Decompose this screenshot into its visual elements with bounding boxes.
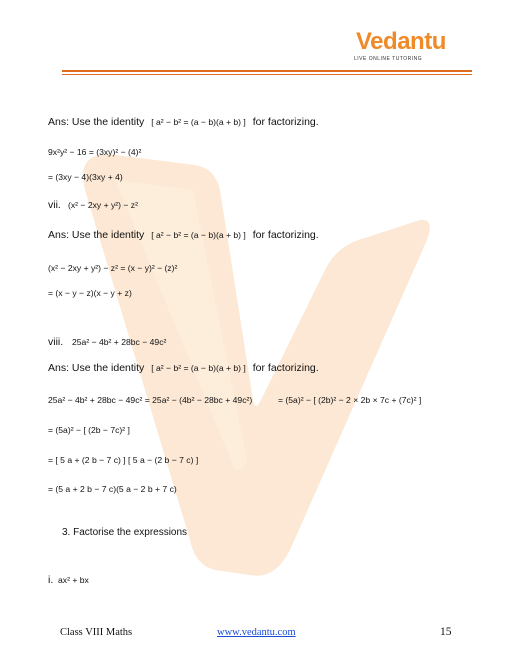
identity-formula: [ a² − b² = (a − b)(a + b) ] bbox=[151, 230, 246, 240]
question-label: viii. bbox=[48, 336, 64, 348]
equation-line: 9x²y² − 16 = (3xy)² − (4)² bbox=[48, 147, 142, 157]
answer-tail: for factorizing. bbox=[252, 229, 319, 241]
equation-line: = (5 a + 2 b − 7 c)(5 a − 2 b + 7 c) bbox=[48, 484, 177, 494]
question-expression: ax² + bx bbox=[58, 575, 89, 585]
question-label: i. bbox=[48, 574, 54, 586]
answer-text: Ans: Use the identity bbox=[48, 229, 145, 241]
equation-line: 25a² − 4b² + 28bc − 49c² = 25a² − (4b² − 28bc + 49c²) bbox=[48, 395, 253, 405]
answer-tail: for factorizing. bbox=[252, 362, 319, 374]
equation-line: = [ 5 a + (2 b − 7 c) ] [ 5 a − (2 b − 7 c) ] bbox=[48, 455, 199, 465]
footer-class-label: Class VIII Maths bbox=[60, 627, 133, 638]
answer-tail: for factorizing. bbox=[252, 116, 319, 128]
equation-line: = (5a)² − [ (2b − 7c)² ] bbox=[48, 425, 130, 435]
equation-line: (x² − 2xy + y²) − z² = (x − y)² − (z)² bbox=[48, 263, 178, 273]
header-rule-thin bbox=[62, 74, 472, 75]
identity-formula: [ a² − b² = (a − b)(a + b) ] bbox=[151, 363, 246, 373]
answer-text: Ans: Use the identity bbox=[48, 116, 145, 128]
question-expression: (x² − 2xy + y²) − z² bbox=[68, 200, 138, 210]
answer-intro bbox=[48, 362, 319, 374]
footer-website-link[interactable]: www.vedantu.com bbox=[217, 627, 296, 638]
section-heading: 3. Factorise the expressions bbox=[62, 527, 188, 538]
answer-intro bbox=[48, 229, 319, 241]
vedantu-logo: Vedantu bbox=[356, 28, 446, 55]
header-rule bbox=[62, 70, 472, 72]
equation-line: = (x − y − z)(x − y + z) bbox=[48, 288, 132, 298]
question-expression: 25a² − 4b² + 28bc − 49c² bbox=[72, 337, 167, 347]
equation-line: = (5a)² − [ (2b)² − 2 × 2b × 7c + (7c)² ] bbox=[278, 395, 422, 405]
page-number: 15 bbox=[440, 626, 452, 638]
answer-text: Ans: Use the identity bbox=[48, 362, 145, 374]
identity-formula: [ a² − b² = (a − b)(a + b) ] bbox=[151, 117, 246, 127]
equation-line: = (3xy − 4)(3xy + 4) bbox=[48, 172, 123, 182]
answer-intro bbox=[48, 116, 319, 128]
logo-tagline: LIVE ONLINE TUTORING bbox=[354, 56, 423, 62]
question-label: vii. bbox=[48, 199, 61, 211]
